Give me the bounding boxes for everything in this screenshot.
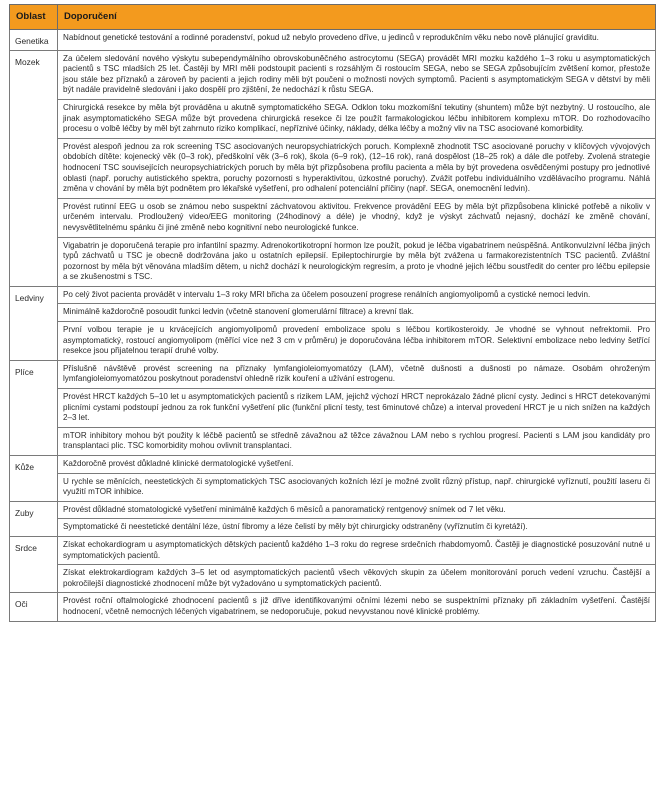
table-row xyxy=(10,501,656,519)
recommendation-cell: Provést HRCT každých 5–10 let u asymptomatických pacientů s rizikem LAM, jejichž výchozí HRCT neprokázalo žádné plicní cysty. Jedinci s HRCT detekovanými plicními cystami podstoupí jednou za rok funkční vyšetření plic (funkční plicní testy, test 6minutové chůze) a interval provedení HRCT je u nich snížen na každých 2–3 let. xyxy=(58,389,656,428)
table-body xyxy=(10,30,656,622)
table-row xyxy=(10,99,656,138)
recommendation-cell: Vigabatrin je doporučená terapie pro infantilní spazmy. Adrenokortikotropní hormon lze použít, pokud je léčba vigabatrinem neúspěšná. Antikonvulzivní léčba jiných typů záchvatů u TSC je obecně dodržována jako u ostatních epilepsií. Epileptochirurgie by měla být zvážena u farmakorezistentních TSC pacientů. Zvláštní pozornost by měla být věnována mladším dětem, u nichž dochází k neurologickým regresím, a proto je vhodné jejich léčbu soustředit do center pro léčbu epilepsie a se zkušenostmi s TSC. xyxy=(58,237,656,286)
area-cell: Zuby xyxy=(10,501,58,536)
table-row xyxy=(10,322,656,361)
recommendation-cell: Provést rutinní EEG u osob se známou nebo suspektní záchvatovou aktivitou. Frekvence provádění EEG by měla být přizpůsobena klinické potřebě a nikoliv v určeném intervalu. Prodloužený video/EEG monitoring (24hodinový a déle) je vhodný, když je výskyt záchvatů nejasný, dochází ke změně chování, nevysvětlitelnému spánku či jiné změně nebo kognitivní nebo neurologické funkce. xyxy=(58,198,656,237)
table-row xyxy=(10,593,656,621)
table-row xyxy=(10,473,656,501)
recommendation-cell: Provést alespoň jednou za rok screening TSC asociovaných neuropsychiatrických poruch. Komplexně zhodnotit TSC asociované poruchy v klíčových vývojových obdobích dítěte: kojenecký věk (0–3 rok), předškolní věk (3–6 rok), škola (6–9 rok), (12–16 rok), raná dospělost (18–25 rok) a dále dle potřeby. Zvolená strategie hodnocení TSC souvisejících neuropsychiatrických poruch by měla být přizpůsobena profilu pacienta a měla by být provedena osvědčenými postupy pro jednotlivé oblasti (např. poruchy autistického spektra, poruchy pozornosti s hyperaktivitou, úzkostné poruchy). Zvážit potřebu individuálního vzdělávacího programu. Náhlá změna v chování by měla být podnětem pro lékařské vyšetření, pro odhalení potenciální příčiny (např. SEGA, onemocnění ledvin). xyxy=(58,138,656,198)
table-row xyxy=(10,565,656,593)
table-row xyxy=(10,427,656,455)
area-cell: Oči xyxy=(10,593,58,621)
header-row xyxy=(10,5,656,30)
table-header xyxy=(10,5,656,30)
area-cell: Genetika xyxy=(10,30,58,51)
recommendation-cell: U rychle se měnících, neestetických či symptomatických TSC asociovaných kožních lézí je možné zvolit různý přístup, např. chirurgické vyříznutí, použití laseru či využití mTOR inhibice. xyxy=(58,473,656,501)
recommendation-cell: Provést důkladné stomatologické vyšetření minimálně každých 6 měsíců a panoramatický rentgenový snímek od 7 let věku. xyxy=(58,501,656,519)
table-row xyxy=(10,536,656,564)
recommendation-cell: Chirurgická resekce by měla být prováděna u akutně symptomatického SEGA. Odklon toku mozkomíšní tekutiny (shuntem) může být nezbytný. U rostoucího, ale jinak asymptomatického SEGA může být provedena chirurgická resekce či lze použít farmakologickou léčbu inhibitorem komplexu mTOR. Do rozhodovacího procesu o volbě léčby by měl být zahrnuto riziko komplikací, nepříznivé účinky, náklady, délka léčby a možný vliv na TSC asociované komorbidity. xyxy=(58,99,656,138)
table-row xyxy=(10,138,656,198)
table-row xyxy=(10,456,656,474)
area-cell: Mozek xyxy=(10,50,58,286)
recommendations-table-container xyxy=(9,4,655,622)
table-row xyxy=(10,389,656,428)
recommendation-cell: Minimálně každoročně posoudit funkci ledvin (včetně stanovení glomerulární filtrace) a krevní tlak. xyxy=(58,304,656,322)
table-row xyxy=(10,360,656,388)
table-row xyxy=(10,50,656,99)
recommendation-cell: mTOR inhibitory mohou být použity k léčbě pacientů se středně závažnou až těžce závažnou LAM nebo s rychlou progresí. Pacienti s LAM jsou kandidáty pro transplantaci plic. TSC komorbidity mohou ovlivnit transplantaci. xyxy=(58,427,656,455)
recommendation-cell: Za účelem sledování nového výskytu subependymálního obrovskobuněčného astrocytomu (SEGA) provádět MRI mozku každého 1–3 roku u asymptomatických pacientů s TSC mladších 25 let. Častěji by MRI měli podstoupit pacienti s rozsáhlým či rostoucím SEGA, nebo se SEGA způsobujícím zvětšení komor, přestože jsou stále bez příznaků a zároveň by pacienti a jejich rodiny měli být poučeni o možnosti nových symptomů. Pacienti s asymptomatickým SEGA v dětství by měli být nadále pravidelně sledováni i jako dospělí pro zjištění, že nedochází k růstu SEGA. xyxy=(58,50,656,99)
table-row xyxy=(10,30,656,51)
table-row xyxy=(10,519,656,537)
recommendation-cell: Po celý život pacienta provádět v intervalu 1–3 roky MRI břicha za účelem posouzení progrese renálních angiomyolipomů a cystické nemoci ledvin. xyxy=(58,286,656,304)
area-cell: Plíce xyxy=(10,360,58,455)
recommendation-cell: Provést roční oftalmologické zhodnocení pacientů s již dříve identifikovanými očními lézemi nebo se suspektními příznaky při základním vyšetření. Častější hodnocení, včetně nemocných léčených vigabatrinem, se nedoporučuje, pokud nevyvstanou nové klinické problémy. xyxy=(58,593,656,621)
recommendation-cell: Symptomatické či neestetické dentální léze, ústní fibromy a léze čelistí by měly být chirurgicky odstraněny (vyříznutím či kyretáží). xyxy=(58,519,656,537)
recommendation-cell: Každoročně provést důkladné klinické dermatologické vyšetření. xyxy=(58,456,656,474)
area-cell: Ledviny xyxy=(10,286,58,360)
header-recommendation: Doporučení xyxy=(58,5,656,30)
table-row xyxy=(10,304,656,322)
table-row xyxy=(10,198,656,237)
header-area: Oblast xyxy=(10,5,58,30)
area-cell: Srdce xyxy=(10,536,58,592)
table-row xyxy=(10,286,656,304)
recommendations-table xyxy=(9,4,656,622)
recommendation-cell: První volbou terapie je u krvácejících angiomyolipomů provedení embolizace spolu s léčbou kortikosteroidy. Je vhodné se vyhnout nefrektomii. Pro asymptomatický, rostoucí angiomyolipom (měřící více než 3 cm v průměru) je doporučována léčba inhibitorem mTOR. Selektivní embolizace nebo ledviny šetřící resekce jsou přijatelnou terapií druhé volby. xyxy=(58,322,656,361)
recommendation-cell: Získat echokardiogram u asymptomatických dětských pacientů každého 1–3 roku do regrese srdečních rhabdomyomů. Častěji je diagnostické posuzování nutné u symptomatických pacientů. xyxy=(58,536,656,564)
table-row xyxy=(10,237,656,286)
recommendation-cell: Nabídnout genetické testování a rodinné poradenství, pokud už nebylo provedeno dříve, u jedinců v reprodukčním věku nebo nově plánující graviditu. xyxy=(58,30,656,51)
recommendation-cell: Příslušně návštěvě provést screening na příznaky lymfangioleiomyomatózy (LAM), včetně dušnosti a dušnosti po námaze. Osobám ohroženým lymfangioleiomyomatózou poskytnout poradenství ohledně rizik kouření a užívání estrogenu. xyxy=(58,360,656,388)
recommendation-cell: Získat elektrokardiogram každých 3–5 let od asymptomatických pacientů všech věkových skupin za účelem monitorování poruch vedení vzruchu. Častější a pokročilejší diagnostické zhodnocení může být vyžadováno u symptomatických pacientů. xyxy=(58,565,656,593)
area-cell: Kůže xyxy=(10,456,58,502)
